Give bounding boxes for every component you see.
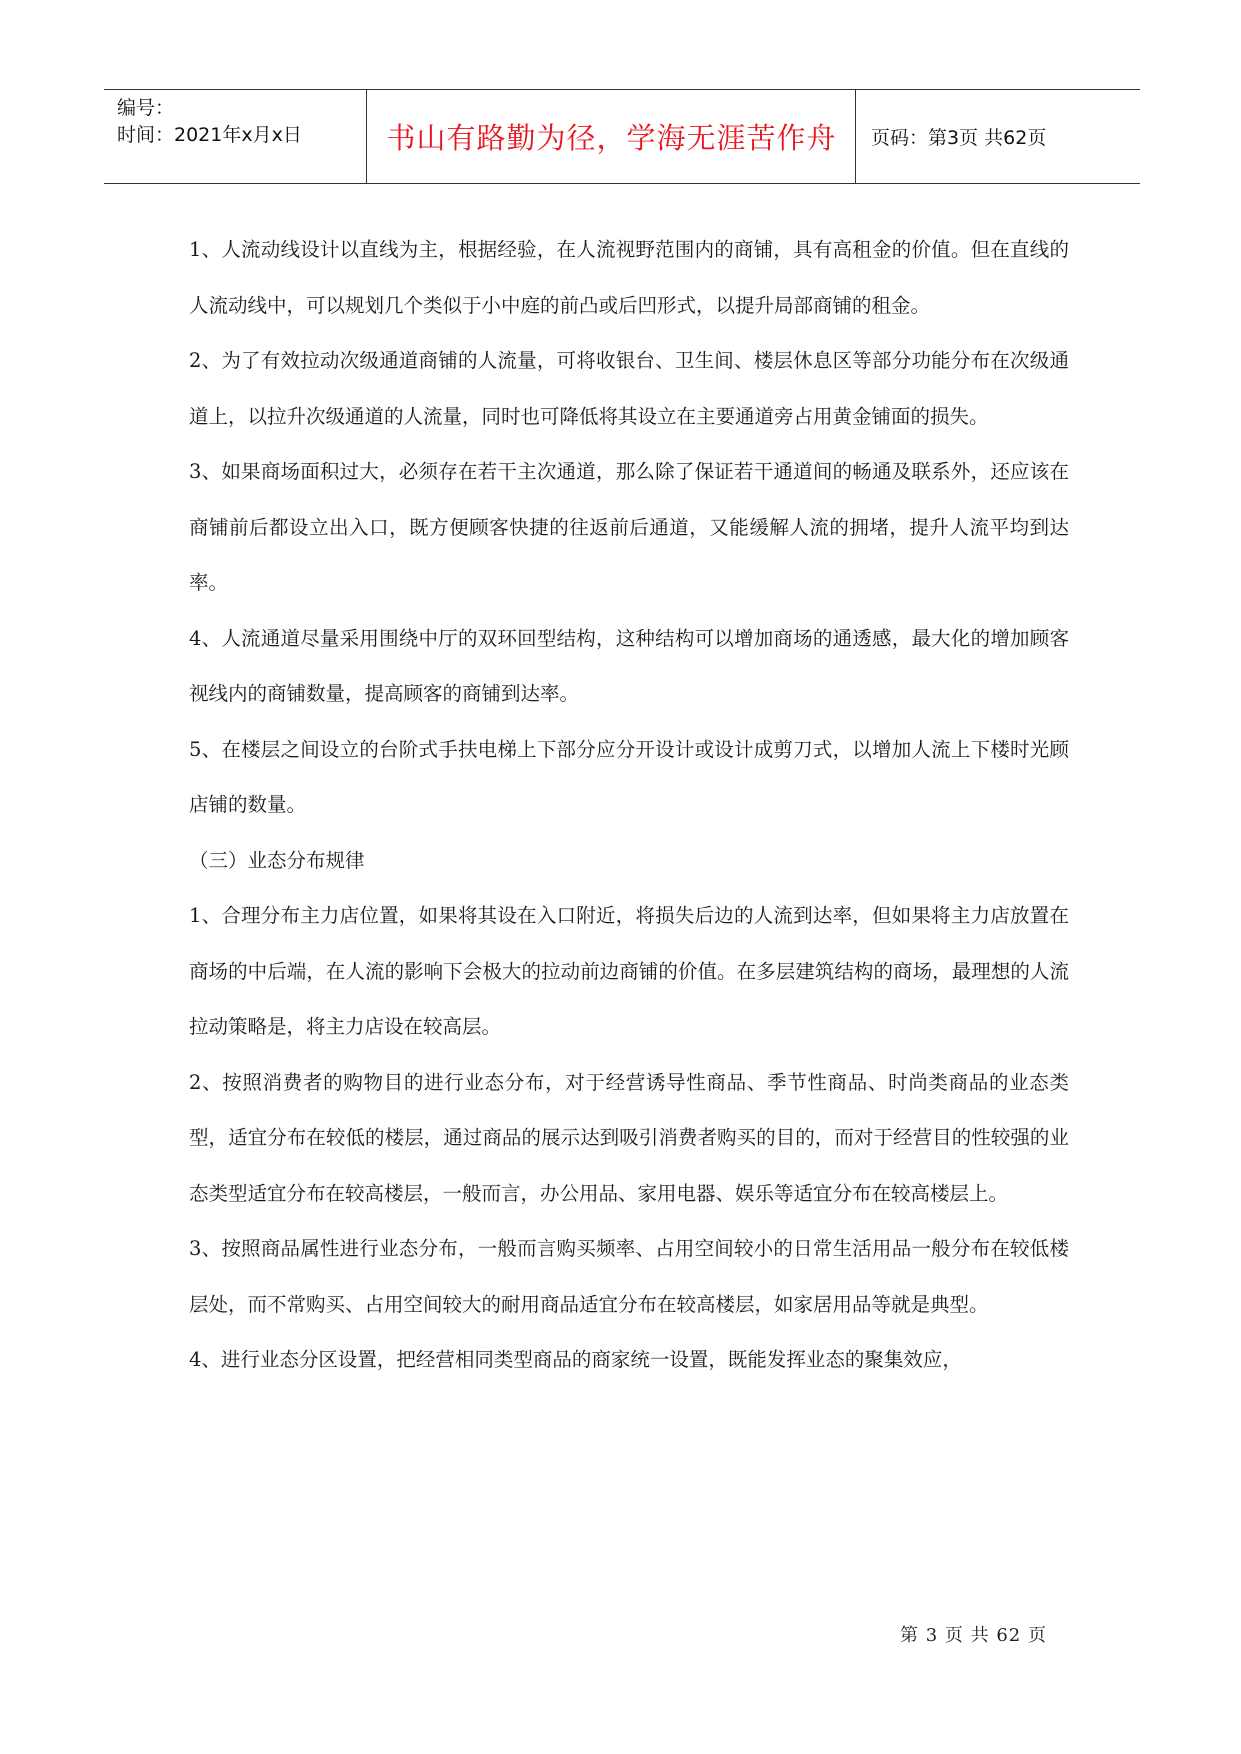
paragraph: 1、人流动线设计以直线为主，根据经验，在人流视野范围内的商铺，具有高租金的价值。但在直线的人流动线中，可以规划几个类似于小中庭的前凸或后凹形式，以提升局部商铺的租金。 — [189, 238, 1069, 317]
paragraph: 3、如果商场面积过大，必须存在若干主次通道，那么除了保证若干通道间的畅通及联系外，还应该在商铺前后都设立出入口，既方便顾客快捷的往返前后通道，又能缓解人流的拥堵，提升人流平均到达率。 — [189, 460, 1069, 594]
header-middle-cell — [368, 90, 856, 183]
document-header — [104, 89, 1140, 184]
document-number-label: 编号： — [117, 97, 175, 119]
paragraph: 4、人流通道尽量采用围绕中厅的双环回型结构，这种结构可以增加商场的通透感，最大化的增加顾客视线内的商铺数量，提高顾客的商铺到达率。 — [189, 626, 1069, 705]
document-date-label: 时间：2021年x月x日 — [117, 124, 302, 146]
page-footer: 第 3 页 共 62 页 — [900, 1625, 1047, 1646]
header-page-info: 页码：第3页 共62页 — [871, 127, 1047, 149]
paragraph: 2、按照消费者的购物目的进行业态分布，对于经营诱导性商品、季节性商品、时尚类商品的业态类型，适宜分布在较低的楼层，通过商品的展示达到吸引消费者购买的目的，而对于经营目的性较强的业态类型适宜分布在较高楼层，一般而言，办公用品、家用电器、娱乐等适宜分布在较高楼层上。 — [189, 1070, 1069, 1205]
header-right-cell — [857, 90, 1140, 183]
paragraph: 3、按照商品属性进行业态分布，一般而言购买频率、占用空间较小的日常生活用品一般分布在较低楼层处，而不常购买、占用空间较大的耐用商品适宜分布在较高楼层，如家居用品等就是典型。 — [189, 1237, 1069, 1316]
paragraph: 5、在楼层之间设立的台阶式手扶电梯上下部分应分开设计或设计成剪刀式，以增加人流上下楼时光顾店铺的数量。 — [189, 737, 1069, 816]
paragraph: 2、为了有效拉动次级通道商铺的人流量，可将收银台、卫生间、楼层休息区等部分功能分布在次级通道上，以拉升次级通道的人流量，同时也可降低将其设立在主要通道旁占用黄金铺面的损失。 — [189, 349, 1069, 428]
header-motto: 书山有路勤为径，学海无涯苦作舟 — [386, 121, 837, 155]
paragraph: 4、进行业态分区设置，把经营相同类型商品的商家统一设置，既能发挥业态的聚集效应， — [189, 1348, 962, 1371]
header-left-cell — [104, 90, 367, 183]
paragraph: 1、合理分布主力店位置，如果将其设在入口附近，将损失后边的人流到达率，但如果将主力店放置在商场的中后端，在人流的影响下会极大的拉动前边商铺的价值。在多层建筑结构的商场，最理想的人流拉动策略是，将主力店设在较高层。 — [189, 904, 1069, 1038]
document-body — [189, 222, 1069, 1388]
section-heading: （三）业态分布规律 — [189, 848, 365, 872]
